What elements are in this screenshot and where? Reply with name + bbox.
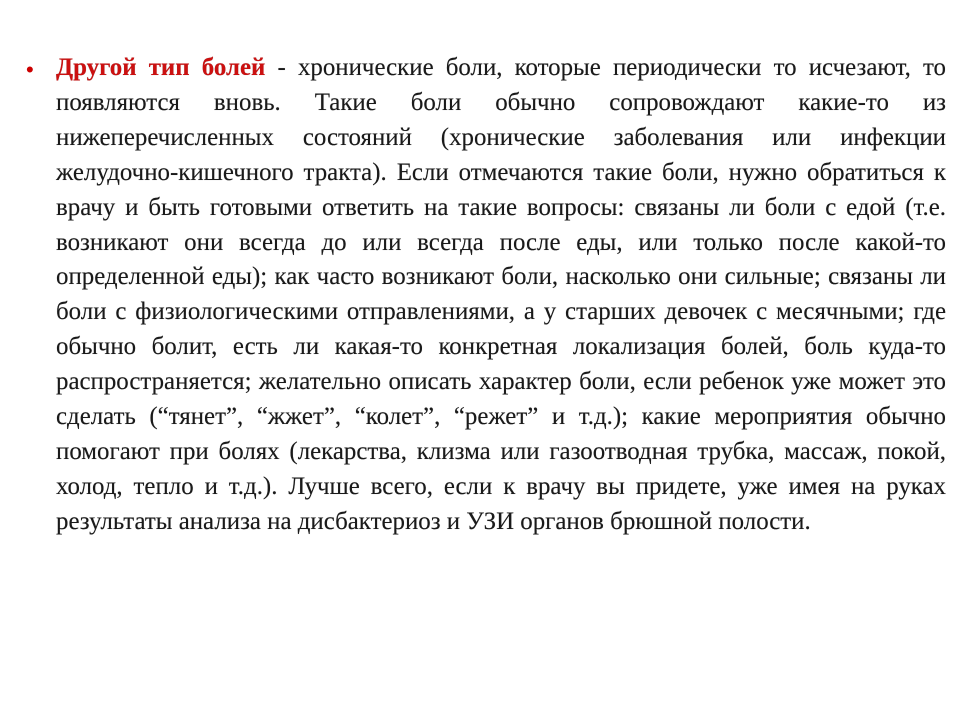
bullet-item <box>26 51 946 540</box>
paragraph-text: - хронические боли, которые периодически то исчезают, то появляются вновь. Такие боли обычно сопровождают какие-то из нижеперечисленных состояний (хронические заболевания или инфекции желудочно-кишечного тракта). Если отмечаются такие боли, нужно обратиться к врачу и быть готовыми ответить на такие вопросы: связаны ли боли с едой (т.е. возникают они всегда до или всегда после еды, или только после какой-то определенной еды); как часто возникают боли, насколько они сильные; связаны ли боли с физиологическими отправлениями, а у старших девочек с месячными; где обычно болит, есть ли какая-то конкретная локализация болей, боль куда-то распространяется; желательно описать характер боли, если ребенок уже может это сделать (“тянет”, “жжет”, “колет”, “режет” и т.д.); какие мероприятия обычно помогают при болях (лекарства, клизма или газоотводная трубка, массаж, покой, холод, тепло и т.д.). Лучше всего, если к врачу вы придете, уже имея на руках результаты анализа на дисбактериоз и УЗИ органов брюшной полости. <box>56 54 946 535</box>
bullet-paragraph <box>56 51 946 540</box>
highlighted-term: Другой тип болей <box>56 54 266 81</box>
bullet-icon: • <box>26 57 34 82</box>
